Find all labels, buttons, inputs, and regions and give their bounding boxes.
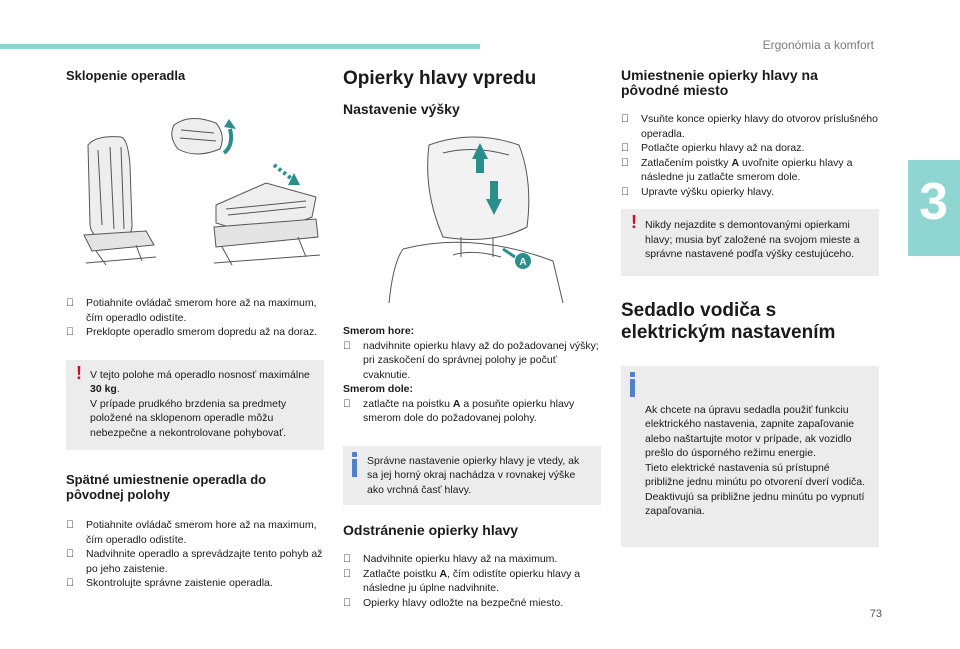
list-item: zatlačte na poistku A a posuňte opierku hlavy smerom dole do požadovanej polohy. xyxy=(363,397,575,424)
chapter-number: 3 xyxy=(919,173,948,231)
list-item: Skontrolujte správne zaistenie operadla. xyxy=(86,577,273,589)
header-accent-bar xyxy=(0,44,480,49)
list-item: Upravte výšku opierky hlavy. xyxy=(641,185,774,198)
list-item: Nadvihnite operadlo a sprevádzajte tento pohyb až po jeho zaistenie. xyxy=(86,548,323,575)
column-3 xyxy=(621,68,879,547)
headrest-height-illustration xyxy=(343,131,601,303)
list-item: Zatlačte poistku A, čím odistíte opierku hlavy a následne ju úplne nadvihnite. xyxy=(363,567,581,594)
section-title-return: Spätné umiestnenie operadla do pôvodnej polohy xyxy=(66,472,267,502)
callout-label-a: A xyxy=(519,257,527,268)
page-number: 73 xyxy=(869,608,882,620)
warning-text-end: . xyxy=(116,383,120,395)
info-box-headrest xyxy=(343,446,601,506)
label-up: Smerom hore: xyxy=(343,325,415,337)
chapter-title: Ergonómia a komfort xyxy=(762,38,874,52)
list-item: Potiahnite ovládač smerom hore až na maximum, čím operadlo odistíte. xyxy=(86,297,317,324)
warning-box-headrest xyxy=(621,209,879,276)
warning-text-2: V prípade prudkého brzdenia sa predmety položené na sklopenom operadle môžu nebezpečne a nekontrolovane pohybovať. xyxy=(90,397,287,439)
warning-text: Nikdy nejazdite s demontovanými opierkami hlavy; musia byť založené na svojom mieste a správne nastavené podľa výšky cestujúceho. xyxy=(645,219,860,260)
page-section-title: Opierky hlavy vpredu xyxy=(343,68,537,89)
warning-icon: ! xyxy=(631,212,637,232)
section-title-folding: Sklopenie operadla xyxy=(66,68,186,83)
subsection-title-removal: Odstránenie opierky hlavy xyxy=(343,522,519,538)
warning-bold: 30 kg xyxy=(90,383,117,395)
seat-folding-illustration xyxy=(66,105,324,275)
info-box-electric xyxy=(621,366,879,548)
column-2 xyxy=(343,68,601,610)
list-item: nadvihnite opierku hlavy až do požadovanej výšky; pri zaskočení do správnej polohy je počuť cvaknutie. xyxy=(363,339,599,381)
warning-text: V tejto polohe má operadlo nosnosť maximálne xyxy=(90,368,310,381)
subsection-title-height: Nastavenie výšky xyxy=(343,101,460,117)
list-item: Vsuňte konce opierky hlavy do otvorov príslušného operadla. xyxy=(641,113,878,140)
list-item: Zatlačením poistky A uvoľnite opierku hlavy a následne ju zatlačte smerom dole. xyxy=(641,156,853,183)
list-item: Nadvihnite opierku hlavy až na maximum. xyxy=(363,553,558,565)
list-item: Preklopte operadlo smerom dopredu až na doraz. xyxy=(86,326,318,338)
list-item: Opierky hlavy odložte na bezpečné miesto. xyxy=(363,596,564,609)
section-title-reinstall: Umiestnenie opierky hlavy na pôvodné miesto xyxy=(621,67,818,98)
warning-box-load xyxy=(66,360,324,451)
warning-icon: ! xyxy=(76,362,82,383)
section-title-electric-seat: Sedadlo vodiča s elektrickým nastavením xyxy=(621,299,836,343)
column-1 xyxy=(66,68,324,591)
label-down: Smerom dole: xyxy=(343,383,414,395)
info-text: Správne nastavenie opierky hlavy je vtedy, ak sa jej horný okraj nachádza v rovnakej výške ako vrchná časť hlavy. xyxy=(367,454,580,496)
list-item: Potlačte opierku hlavy až na doraz. xyxy=(641,142,805,154)
info-icon xyxy=(630,372,635,398)
info-text: Ak chcete na úpravu sedadla použiť funkciu elektrického nastavenia, zapnite zapaľovanie alebo naštartujte motor v prípade, ak vozidlo prešlo do úsporného režimu energie. Tieto elektrické nastavenia sú prístupné približne jednu minútu po otvorení dverí vodiča. Deaktivujú sa približne jednu minútu po vypnutí zapaľovania. xyxy=(645,403,866,517)
list-item: Potiahnite ovládač smerom hore až na maximum, čím operadlo odistíte. xyxy=(86,519,317,546)
info-icon xyxy=(352,452,357,478)
